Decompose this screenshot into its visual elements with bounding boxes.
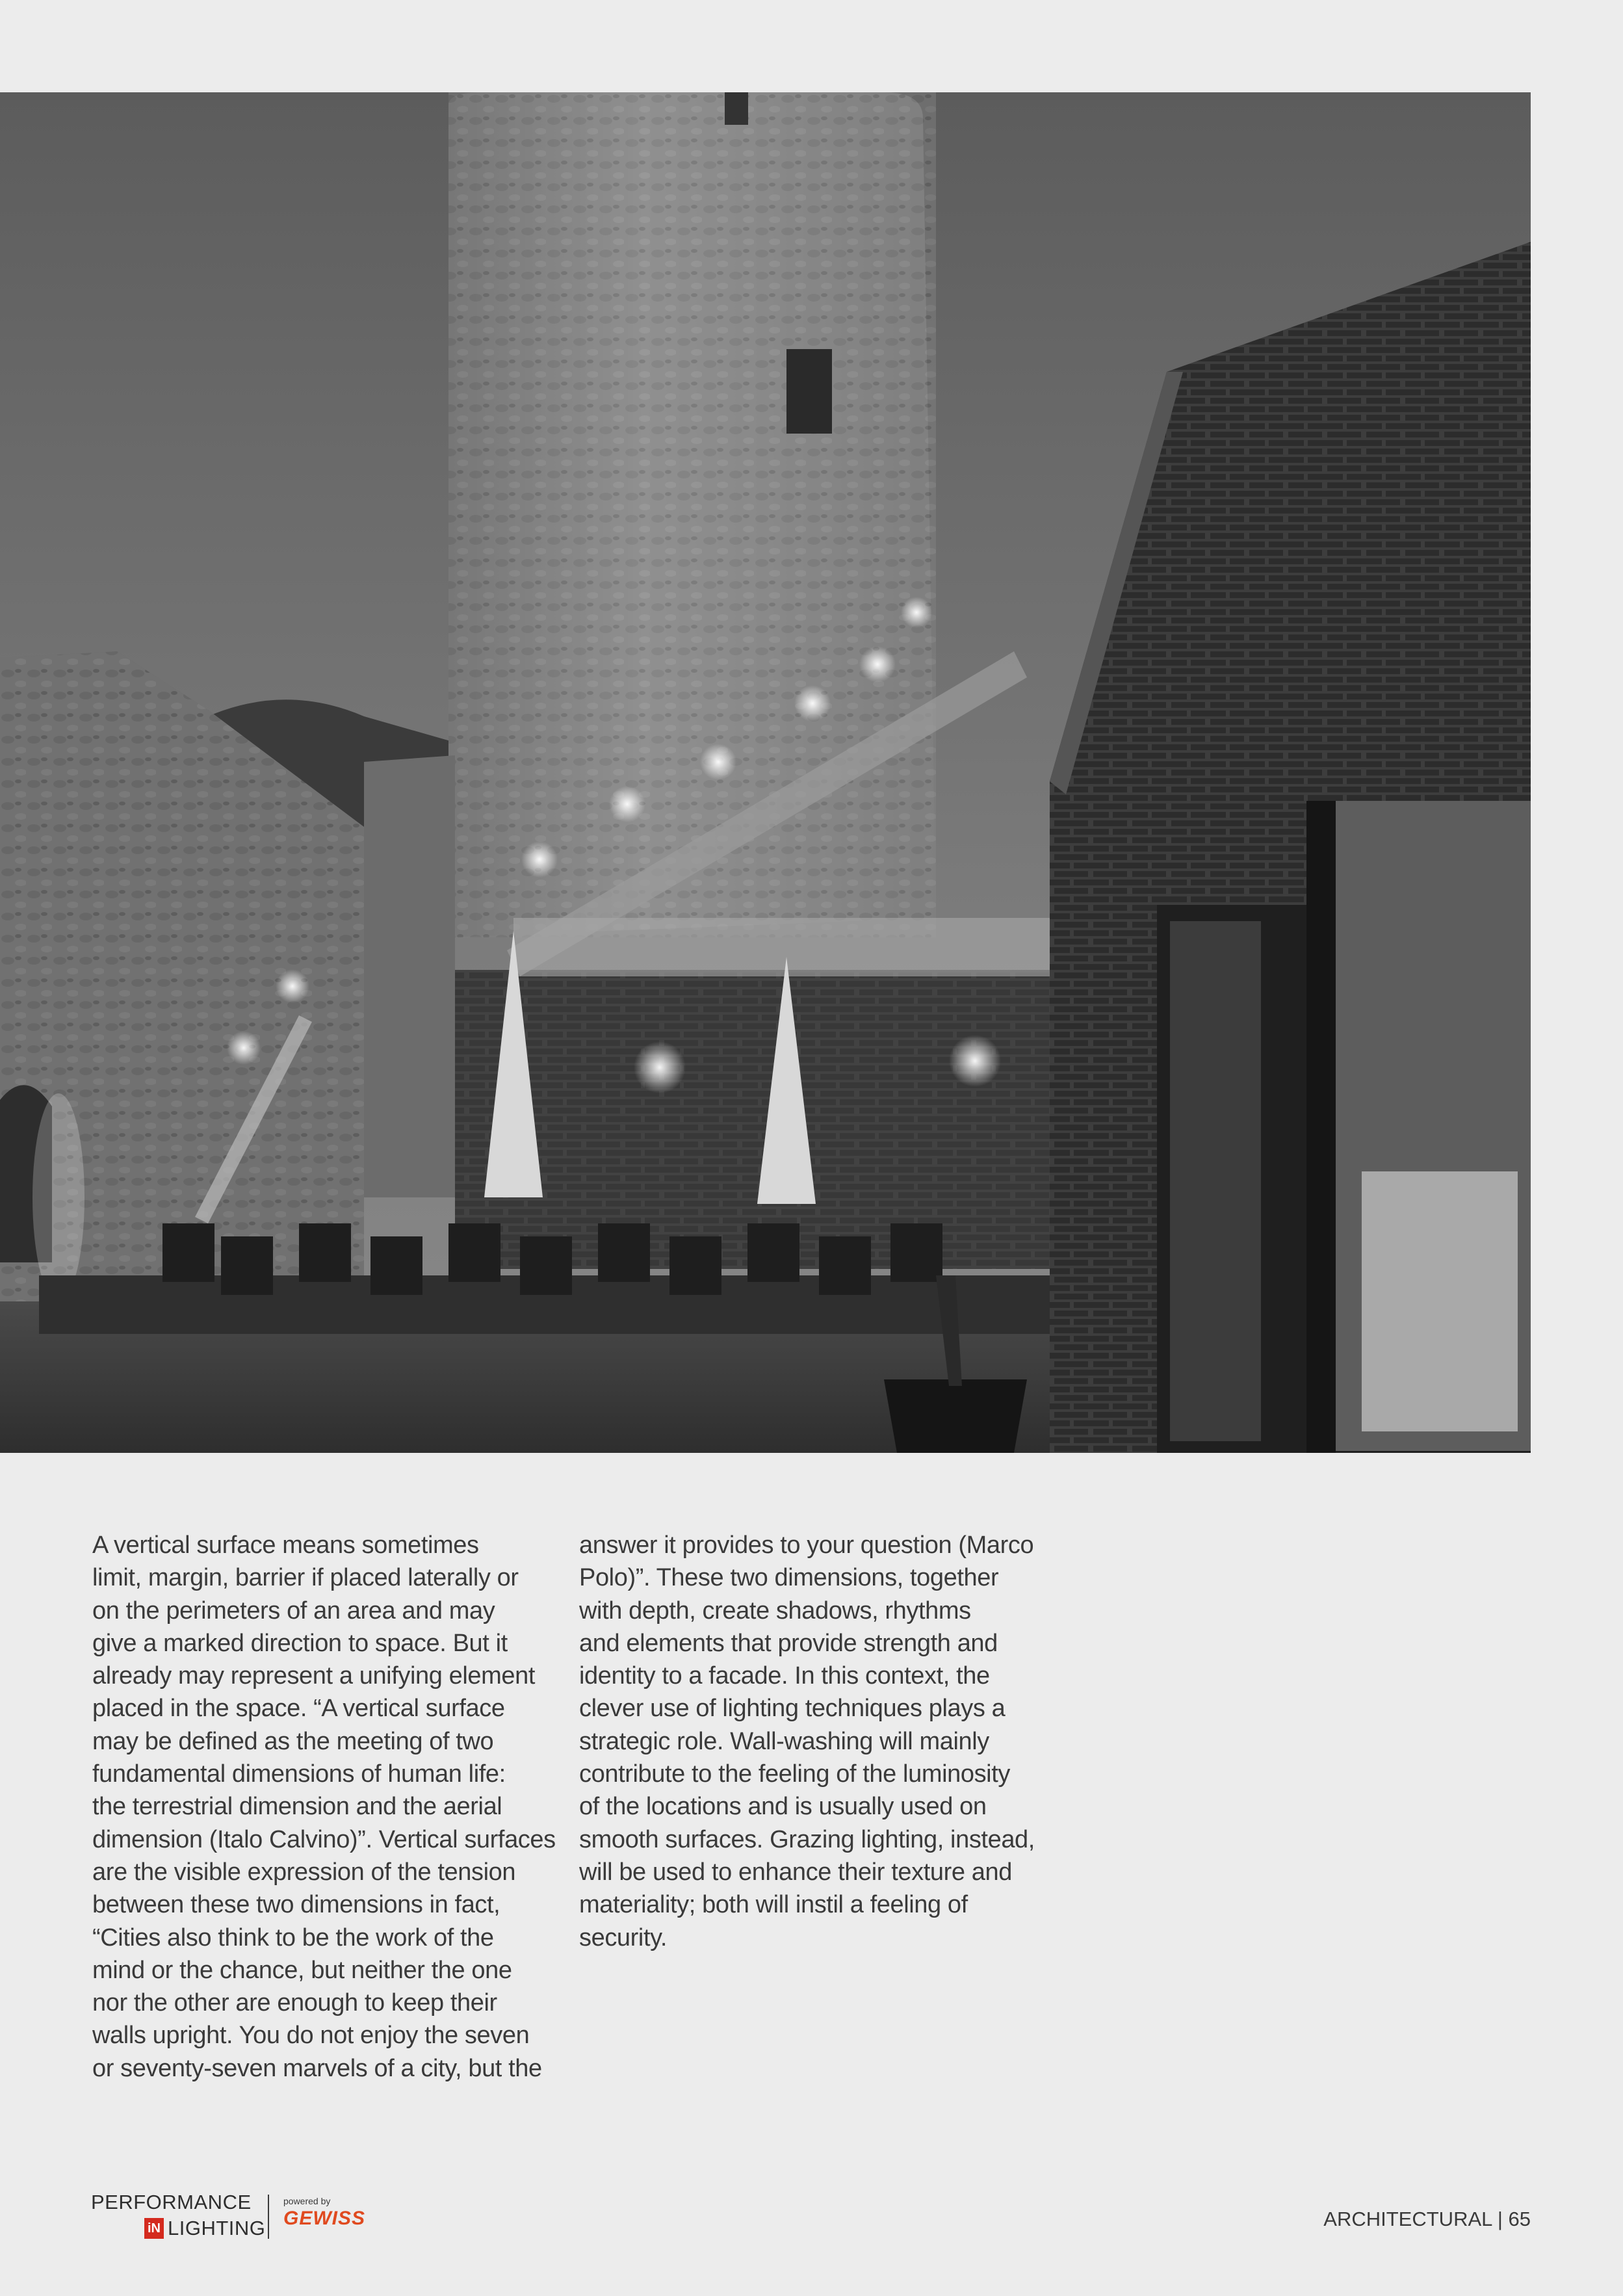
hero-photo: [0, 92, 1531, 1453]
logo-lighting-row: [144, 2217, 265, 2240]
logo-performance-text: PERFORMANCE: [91, 2191, 252, 2213]
powered-by-text: powered by: [283, 2196, 331, 2206]
castle-courtyard-photo: [0, 92, 1531, 1453]
performance-in-lighting-logo: [91, 2191, 377, 2244]
section-page-number: ARCHITECTURAL | 65: [1323, 2208, 1531, 2230]
logo-divider: [268, 2195, 269, 2239]
logo-lighting-text: LIGHTING: [168, 2217, 266, 2239]
body-text-left-column: A vertical surface means sometimes limit, margin, barrier if placed laterally or on the perimeters of an area and may give a marked direction to space. But it already may represent a unifying element placed in the space. “A vertical surface may be defined as the meeting of two fundamental dimensions of human life: the terrestrial dimension and the aerial dimension (Italo Calvino)”. Vertical surfaces are the visible expression of the tension between these two dimensions in fact, “Cities also think to be the work of the mind or the chance, but neither the one nor the other are enough to keep their walls upright. You do not enjoy the seven or seventy-seven marvels of a city, but the: [92, 1532, 556, 2082]
gewiss-brand-logo: GEWISS: [283, 2208, 366, 2229]
logo-in-badge: iN: [144, 2218, 164, 2239]
body-text-right-column: answer it provides to your question (Marco Polo)”. These two dimensions, together with depth, create shadows, rhythms and elements that provide strength and identity to a facade. In this context, the clever use of lighting techniques plays a strategic role. Wall-washing will mainly contribute to the feeling of the luminosity of the locations and is usually used on smooth surfaces. Grazing lighting, instead, will be used to enhance their texture and materiality; both will instil a feeling of security.: [579, 1532, 1035, 1951]
